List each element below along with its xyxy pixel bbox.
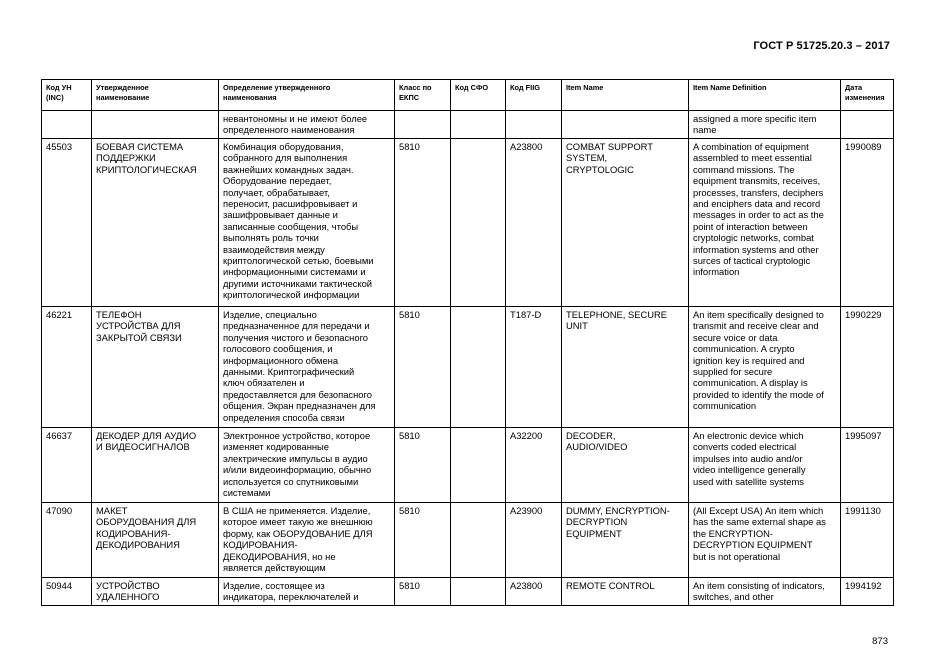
col-header-sfo: Код СФО (451, 80, 506, 111)
cell-name-ru: БОЕВАЯ СИСТЕМА ПОДДЕРЖКИ КРИПТОЛОГИЧЕСКАЯ (92, 139, 219, 307)
cell-fiig (506, 111, 562, 139)
cell-item-name (562, 111, 689, 139)
cell-item-def: An item consisting of indicators, switches, and other (689, 578, 841, 606)
cell-item-def: (All Except USA) An item which has the same external shape as the ENCRYPTION- DECRYPTION EQUIPMENT but is not operational (689, 503, 841, 578)
cell-inc: 46221 (42, 307, 92, 428)
cell-date: 1991130 (841, 503, 894, 578)
cell-inc: 45503 (42, 139, 92, 307)
cell-ekps: 5810 (395, 307, 451, 428)
cell-sfo (451, 428, 506, 503)
table-row (42, 578, 894, 606)
cell-inc: 46637 (42, 428, 92, 503)
cell-name-ru: МАКЕТ ОБОРУДОВАНИЯ ДЛЯ КОДИРОВАНИЯ- ДЕКОДИРОВАНИЯ (92, 503, 219, 578)
cell-item-def: A combination of equipment assembled to meet essential command missions. The equipment transmits, receives, processes, transfers, deciphers and enciphers data and record messages in order to act as the point of interaction between cryptologic networks, combat information systems and other surces of tactical cryptologic information (689, 139, 841, 307)
cell-inc (42, 111, 92, 139)
cell-ekps: 5810 (395, 139, 451, 307)
cell-date: 1994192 (841, 578, 894, 606)
cell-ekps: 5810 (395, 503, 451, 578)
cell-date: 1990089 (841, 139, 894, 307)
cell-name-ru: ТЕЛЕФОН УСТРОЙСТВА ДЛЯ ЗАКРЫТОЙ СВЯЗИ (92, 307, 219, 428)
col-header-item-name: Item Name (562, 80, 689, 111)
cell-item-name: COMBAT SUPPORT SYSTEM, CRYPTOLOGIC (562, 139, 689, 307)
cell-def-ru: Комбинация оборудования, собранного для выполнения важнейших командных задач. Оборудование передает, получает, обрабатывает, переносит, расшифровывает и зашифровывает данные и записанные сообщения, чтобы выполнять роль точки взаимодействия между криптологической сетью, боевыми информационными системами и другими источниками тактической криптологической информации (219, 139, 395, 307)
cell-def-ru: Изделие, состоящее из индикатора, переключателей и (219, 578, 395, 606)
cell-fiig: A23900 (506, 503, 562, 578)
cell-def-ru: В США не применяется. Изделие, которое имеет такую же внешнюю форму, как ОБОРУДОВАНИЕ ДЛЯ КОДИРОВАНИЯ- ДЕКОДИРОВАНИЯ, но не является действующим (219, 503, 395, 578)
cell-date: 1990229 (841, 307, 894, 428)
cell-inc: 50944 (42, 578, 92, 606)
cell-def-ru: Изделие, специально предназначенное для передачи и получения чистого и безопасного голосового сообщения, и информационного обмена данными. Криптографический ключ обязателен и предоставляется для безопасного общения. Экран предназначен для определения способа связи (219, 307, 395, 428)
cell-ekps: 5810 (395, 428, 451, 503)
cell-sfo (451, 139, 506, 307)
table-row (42, 111, 894, 139)
cell-fiig: A32200 (506, 428, 562, 503)
cell-item-name: REMOTE CONTROL (562, 578, 689, 606)
col-header-ekps: Класс по ЕКПС (395, 80, 451, 111)
cell-name-ru (92, 111, 219, 139)
cell-def-ru: Электронное устройство, которое изменяет кодированные электрические импульсы в аудио и/или видеоинформацию, обычно используется со спутниковыми системами (219, 428, 395, 503)
cell-item-def: assigned a more specific item name (689, 111, 841, 139)
col-header-name-ru: Утвержденное наименование (92, 80, 219, 111)
table-row (42, 503, 894, 578)
table-row (42, 428, 894, 503)
cell-fiig: A23800 (506, 578, 562, 606)
cell-sfo (451, 307, 506, 428)
cell-item-def: An item specifically designed to transmit and receive clear and secure voice or data communication. A crypto ignition key is required and supplied for secure communication. A display is provided to identify the mode of communication (689, 307, 841, 428)
cell-ekps: 5810 (395, 578, 451, 606)
page-number: 873 (872, 636, 888, 647)
col-header-inc: Код УН (INC) (42, 80, 92, 111)
col-header-fiig: Код FIIG (506, 80, 562, 111)
catalog-table (41, 79, 894, 606)
cell-item-name: TELEPHONE, SECURE UNIT (562, 307, 689, 428)
cell-item-def: An electronic device which converts coded electrical impulses into audio and/or video intelligence generally used with satellite systems (689, 428, 841, 503)
table-row (42, 307, 894, 428)
cell-def-ru: невантономны и не имеют более определенного наименования (219, 111, 395, 139)
cell-sfo (451, 578, 506, 606)
cell-fiig: T187-D (506, 307, 562, 428)
cell-inc: 47090 (42, 503, 92, 578)
table-row (42, 139, 894, 307)
cell-name-ru: ДЕКОДЕР ДЛЯ АУДИО И ВИДЕОСИГНАЛОВ (92, 428, 219, 503)
cell-item-name: DECODER, AUDIO/VIDEO (562, 428, 689, 503)
cell-item-name: DUMMY, ENCRYPTION- DECRYPTION EQUIPMENT (562, 503, 689, 578)
cell-sfo (451, 111, 506, 139)
cell-date: 1995097 (841, 428, 894, 503)
cell-ekps (395, 111, 451, 139)
table-header-row (42, 80, 894, 111)
col-header-item-def: Item Name Definition (689, 80, 841, 111)
col-header-date: Дата изменения (841, 80, 894, 111)
cell-sfo (451, 503, 506, 578)
standard-header: ГОСТ Р 51725.20.3 – 2017 (753, 40, 890, 52)
cell-fiig: A23800 (506, 139, 562, 307)
cell-name-ru: УСТРОЙСТВО УДАЛЕННОГО (92, 578, 219, 606)
col-header-def-ru: Определение утвержденного наименования (219, 80, 395, 111)
cell-date (841, 111, 894, 139)
